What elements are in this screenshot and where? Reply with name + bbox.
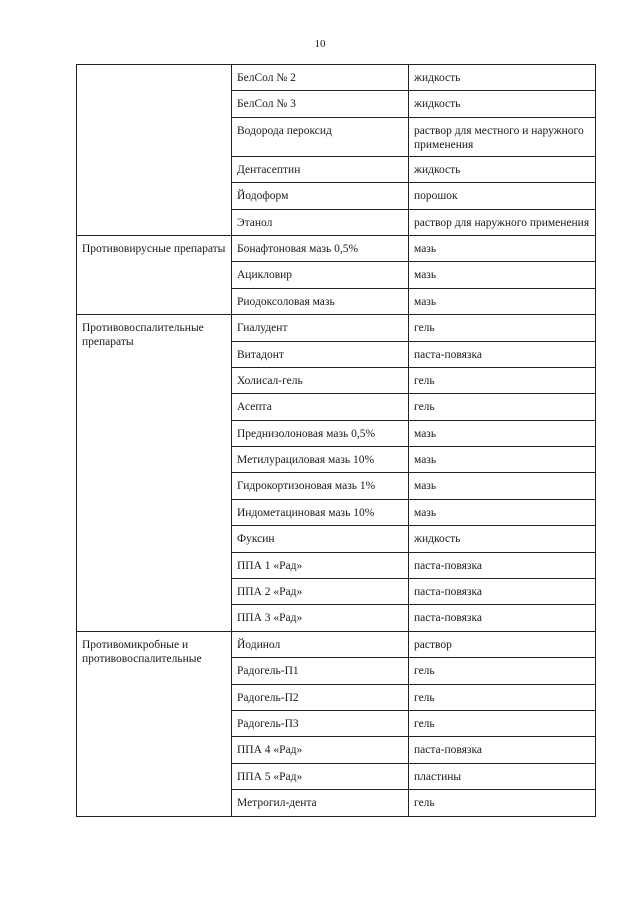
drug-name-cell: Ацикловир <box>232 262 409 288</box>
drug-name-cell: Гиалудент <box>232 315 409 341</box>
page-number: 10 <box>314 38 326 50</box>
table-row <box>77 631 596 657</box>
drug-form-cell: мазь <box>409 473 596 499</box>
drug-name-cell: ППА 5 «Рад» <box>232 763 409 789</box>
drug-form-cell: мазь <box>409 262 596 288</box>
drug-name-cell: Радогель-П3 <box>232 710 409 736</box>
drug-form-cell: порошок <box>409 183 596 209</box>
drug-name-cell: ППА 4 «Рад» <box>232 737 409 763</box>
drug-name-cell: Асепта <box>232 394 409 420</box>
drug-name-cell: ППА 1 «Рад» <box>232 552 409 578</box>
drug-name-cell: БелСол № 2 <box>232 65 409 91</box>
drug-form-cell: гель <box>409 658 596 684</box>
drug-name-cell: Фуксин <box>232 526 409 552</box>
drug-name-cell: Холисал-гель <box>232 367 409 393</box>
drug-form-cell: жидкость <box>409 91 596 117</box>
drug-form-cell: гель <box>409 367 596 393</box>
drug-form-cell: гель <box>409 394 596 420</box>
drug-form-cell: раствор <box>409 631 596 657</box>
drug-form-cell: мазь <box>409 288 596 314</box>
drug-name-cell: Бонафтоновая мазь 0,5% <box>232 235 409 261</box>
drug-name-cell: ППА 3 «Рад» <box>232 605 409 631</box>
drug-form-cell: жидкость <box>409 156 596 182</box>
drug-name-cell: Этанол <box>232 209 409 235</box>
drug-form-cell: гель <box>409 710 596 736</box>
drug-name-cell: Гидрокортизоновая мазь 1% <box>232 473 409 499</box>
drug-form-cell: гель <box>409 315 596 341</box>
drug-form-cell: жидкость <box>409 65 596 91</box>
drug-form-cell: паста-повязка <box>409 341 596 367</box>
drug-table-body <box>77 65 596 817</box>
drug-form-cell: паста-повязка <box>409 552 596 578</box>
drug-name-cell: Преднизолоновая мазь 0,5% <box>232 420 409 446</box>
drug-table <box>76 64 596 817</box>
drug-name-cell: Дентасептин <box>232 156 409 182</box>
drug-form-cell: мазь <box>409 499 596 525</box>
drug-name-cell: Метилурациловая мазь 10% <box>232 447 409 473</box>
table-row <box>77 65 596 91</box>
drug-form-cell: паста-повязка <box>409 605 596 631</box>
table-row <box>77 235 596 261</box>
drug-name-cell: Водорода пероксид <box>232 117 409 156</box>
drug-form-cell: паста-повязка <box>409 737 596 763</box>
drug-form-cell: мазь <box>409 420 596 446</box>
drug-form-cell: раствор для местного и наружного применения <box>409 117 596 156</box>
drug-name-cell: Радогель-П2 <box>232 684 409 710</box>
drug-name-cell: БелСол № 3 <box>232 91 409 117</box>
drug-form-cell: раствор для наружного применения <box>409 209 596 235</box>
drug-name-cell: Витадонт <box>232 341 409 367</box>
drug-form-cell: мазь <box>409 447 596 473</box>
drug-form-cell: паста-повязка <box>409 579 596 605</box>
drug-group-cell <box>77 65 232 236</box>
drug-name-cell: Индометациновая мазь 10% <box>232 499 409 525</box>
drug-name-cell: Йодинол <box>232 631 409 657</box>
drug-group-cell: Противомикробные и противовоспалительные <box>77 631 232 816</box>
drug-name-cell: Метрогил-дента <box>232 790 409 816</box>
drug-group-cell: Противовирусные препараты <box>77 235 232 314</box>
drug-form-cell: пластины <box>409 763 596 789</box>
drug-form-cell: мазь <box>409 235 596 261</box>
table-row <box>77 315 596 341</box>
drug-form-cell: жидкость <box>409 526 596 552</box>
drug-form-cell: гель <box>409 684 596 710</box>
drug-name-cell: Йодоформ <box>232 183 409 209</box>
drug-form-cell: гель <box>409 790 596 816</box>
drug-name-cell: ППА 2 «Рад» <box>232 579 409 605</box>
drug-name-cell: Риодоксоловая мазь <box>232 288 409 314</box>
drug-group-cell: Противовоспалительные препараты <box>77 315 232 632</box>
drug-name-cell: Радогель-П1 <box>232 658 409 684</box>
